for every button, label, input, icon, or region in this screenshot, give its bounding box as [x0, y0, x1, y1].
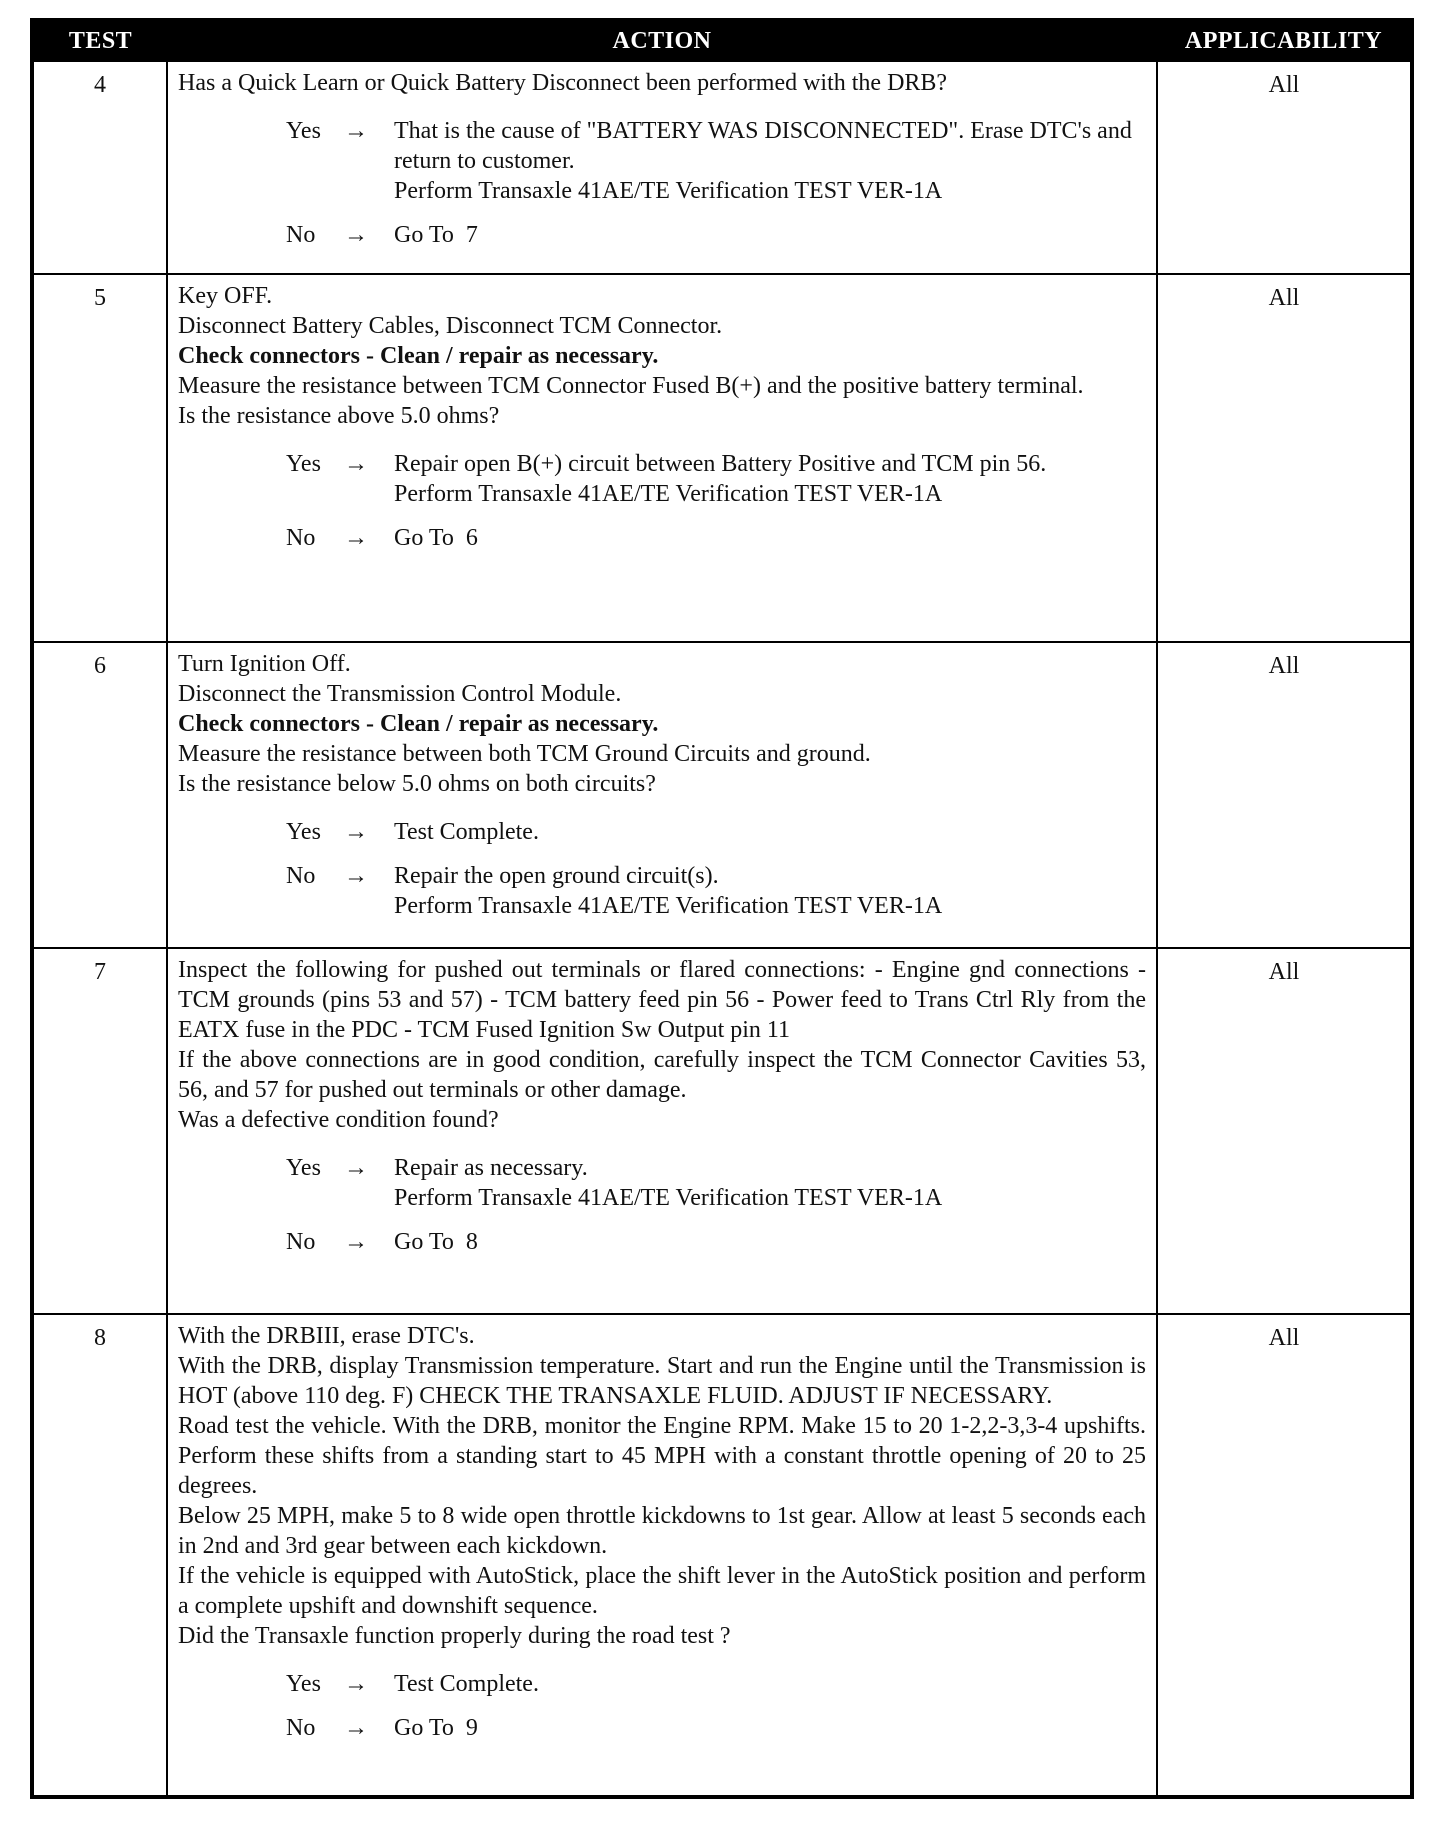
test-row-4: [32, 61, 1412, 274]
diagnostic-procedure-page: [30, 18, 1414, 1799]
outcome-text: Perform Transaxle 41AE/TE Verification TEST VER-1A: [394, 178, 943, 204]
arrow-icon: →: [344, 819, 368, 845]
arrow-icon: →: [344, 863, 368, 889]
yes-label: Yes: [286, 1155, 321, 1181]
action-text: If the vehicle is equipped with AutoStick, place the shift lever in the AutoStick position and perform a complete upshift and downshift sequence.: [178, 1563, 1146, 1619]
action-text: Is the resistance below 5.0 ohms on both circuits?: [178, 771, 656, 797]
no-outcome: [286, 220, 1146, 250]
action-text: Inspect the following for pushed out terminals or flared connections: - Engine gnd connections - TCM grounds (pins 53 and 57) - TCM battery feed pin 56 - Power feed to Trans Ctrl Rly from the EATX fuse in the PDC - TCM Fused Ignition Sw Output pin 11: [178, 957, 1146, 1043]
test-action-cell: [167, 948, 1157, 1314]
arrow-icon: →: [344, 525, 368, 551]
diagnostic-test-table: [30, 18, 1414, 1799]
header-test: TEST: [32, 20, 167, 61]
test-action-cell: [167, 61, 1157, 274]
no-label: No: [286, 1715, 316, 1741]
no-label: No: [286, 525, 316, 551]
action-text: Road test the vehicle. With the DRB, monitor the Engine RPM. Make 15 to 20 1-2,2-3,3-4 upshifts. Perform these shifts from a standing start to 45 MPH with a constant throttle opening of 20 to 25 degrees.: [178, 1413, 1146, 1499]
arrow-icon: →: [344, 1155, 368, 1181]
test-row-8: [32, 1314, 1412, 1797]
arrow-icon: →: [344, 118, 368, 144]
goto-text: Go To 9: [394, 1715, 478, 1741]
arrow-icon: →: [344, 1671, 368, 1697]
test-action-cell: [167, 274, 1157, 642]
arrow-icon: →: [344, 1229, 368, 1255]
test-row-5: [32, 274, 1412, 642]
no-label: No: [286, 222, 316, 248]
action-text: Did the Transaxle function properly during the road test ?: [178, 1623, 731, 1649]
action-text-bold: Check connectors - Clean / repair as necessary.: [178, 343, 659, 369]
outcome-text: Perform Transaxle 41AE/TE Verification TEST VER-1A: [394, 1185, 943, 1211]
arrow-icon: →: [344, 222, 368, 248]
goto-text: Go To 8: [394, 1229, 478, 1255]
no-outcome: [286, 523, 1146, 553]
outcome-text: Perform Transaxle 41AE/TE Verification TEST VER-1A: [394, 481, 943, 507]
outcome-text: Repair open B(+) circuit between Battery Positive and TCM pin 56.: [394, 451, 1047, 477]
applicability-value: All: [1157, 642, 1412, 948]
yes-label: Yes: [286, 451, 321, 477]
test-action-cell: [167, 1314, 1157, 1797]
header-applicability: APPLICABILITY: [1157, 20, 1412, 61]
header-action: ACTION: [167, 20, 1157, 61]
goto-text: Go To 7: [394, 222, 478, 248]
action-text: Has a Quick Learn or Quick Battery Disconnect been performed with the DRB?: [178, 70, 948, 96]
outcome-text: Test Complete.: [394, 819, 539, 845]
applicability-value: All: [1157, 61, 1412, 274]
outcome-text: Test Complete.: [394, 1671, 539, 1697]
action-text: Measure the resistance between both TCM Ground Circuits and ground.: [178, 741, 871, 767]
yes-outcome: [286, 1153, 1146, 1213]
action-text: If the above connections are in good condition, carefully inspect the TCM Connector Cavities 53, 56, and 57 for pushed out terminals or other damage.: [178, 1047, 1146, 1103]
no-label: No: [286, 1229, 316, 1255]
yes-label: Yes: [286, 819, 321, 845]
arrow-icon: →: [344, 451, 368, 477]
outcome-text: Perform Transaxle 41AE/TE Verification TEST VER-1A: [394, 893, 943, 919]
yes-label: Yes: [286, 118, 321, 144]
action-text: Was a defective condition found?: [178, 1107, 499, 1133]
applicability-value: All: [1157, 274, 1412, 642]
action-text-bold: Check connectors - Clean / repair as necessary.: [178, 711, 659, 737]
outcome-text: Repair as necessary.: [394, 1155, 588, 1181]
test-number: 4: [32, 61, 167, 274]
yes-label: Yes: [286, 1671, 321, 1697]
no-outcome: [286, 1713, 1146, 1743]
table-header-row: [32, 20, 1412, 61]
no-outcome: [286, 1227, 1146, 1257]
action-text: With the DRBIII, erase DTC's.: [178, 1323, 475, 1349]
action-text: Turn Ignition Off.: [178, 651, 351, 677]
test-action-cell: [167, 642, 1157, 948]
no-outcome: [286, 861, 1146, 921]
arrow-icon: →: [344, 1715, 368, 1741]
no-label: No: [286, 863, 316, 889]
action-text: Key OFF.: [178, 283, 273, 309]
test-number: 6: [32, 642, 167, 948]
action-text: Measure the resistance between TCM Connector Fused B(+) and the positive battery terminal.: [178, 373, 1084, 399]
yes-outcome: [286, 817, 1146, 847]
outcome-text: That is the cause of "BATTERY WAS DISCONNECTED". Erase DTC's and return to customer.: [394, 118, 1132, 174]
action-text: Below 25 MPH, make 5 to 8 wide open throttle kickdowns to 1st gear. Allow at least 5 seconds each in 2nd and 3rd gear between each kickdown.: [178, 1503, 1146, 1559]
test-number: 5: [32, 274, 167, 642]
yes-outcome: [286, 116, 1146, 206]
action-text: Disconnect the Transmission Control Module.: [178, 681, 622, 707]
test-row-6: [32, 642, 1412, 948]
applicability-value: All: [1157, 1314, 1412, 1797]
applicability-value: All: [1157, 948, 1412, 1314]
test-number: 8: [32, 1314, 167, 1797]
outcome-text: Repair the open ground circuit(s).: [394, 863, 719, 889]
action-text: Disconnect Battery Cables, Disconnect TCM Connector.: [178, 313, 723, 339]
test-row-7: [32, 948, 1412, 1314]
yes-outcome: [286, 1669, 1146, 1699]
action-text: Is the resistance above 5.0 ohms?: [178, 403, 500, 429]
yes-outcome: [286, 449, 1146, 509]
test-number: 7: [32, 948, 167, 1314]
goto-text: Go To 6: [394, 525, 478, 551]
action-text: With the DRB, display Transmission temperature. Start and run the Engine until the Transmission is HOT (above 110 deg. F) CHECK THE TRANSAXLE FLUID. ADJUST IF NECESSARY.: [178, 1353, 1146, 1409]
